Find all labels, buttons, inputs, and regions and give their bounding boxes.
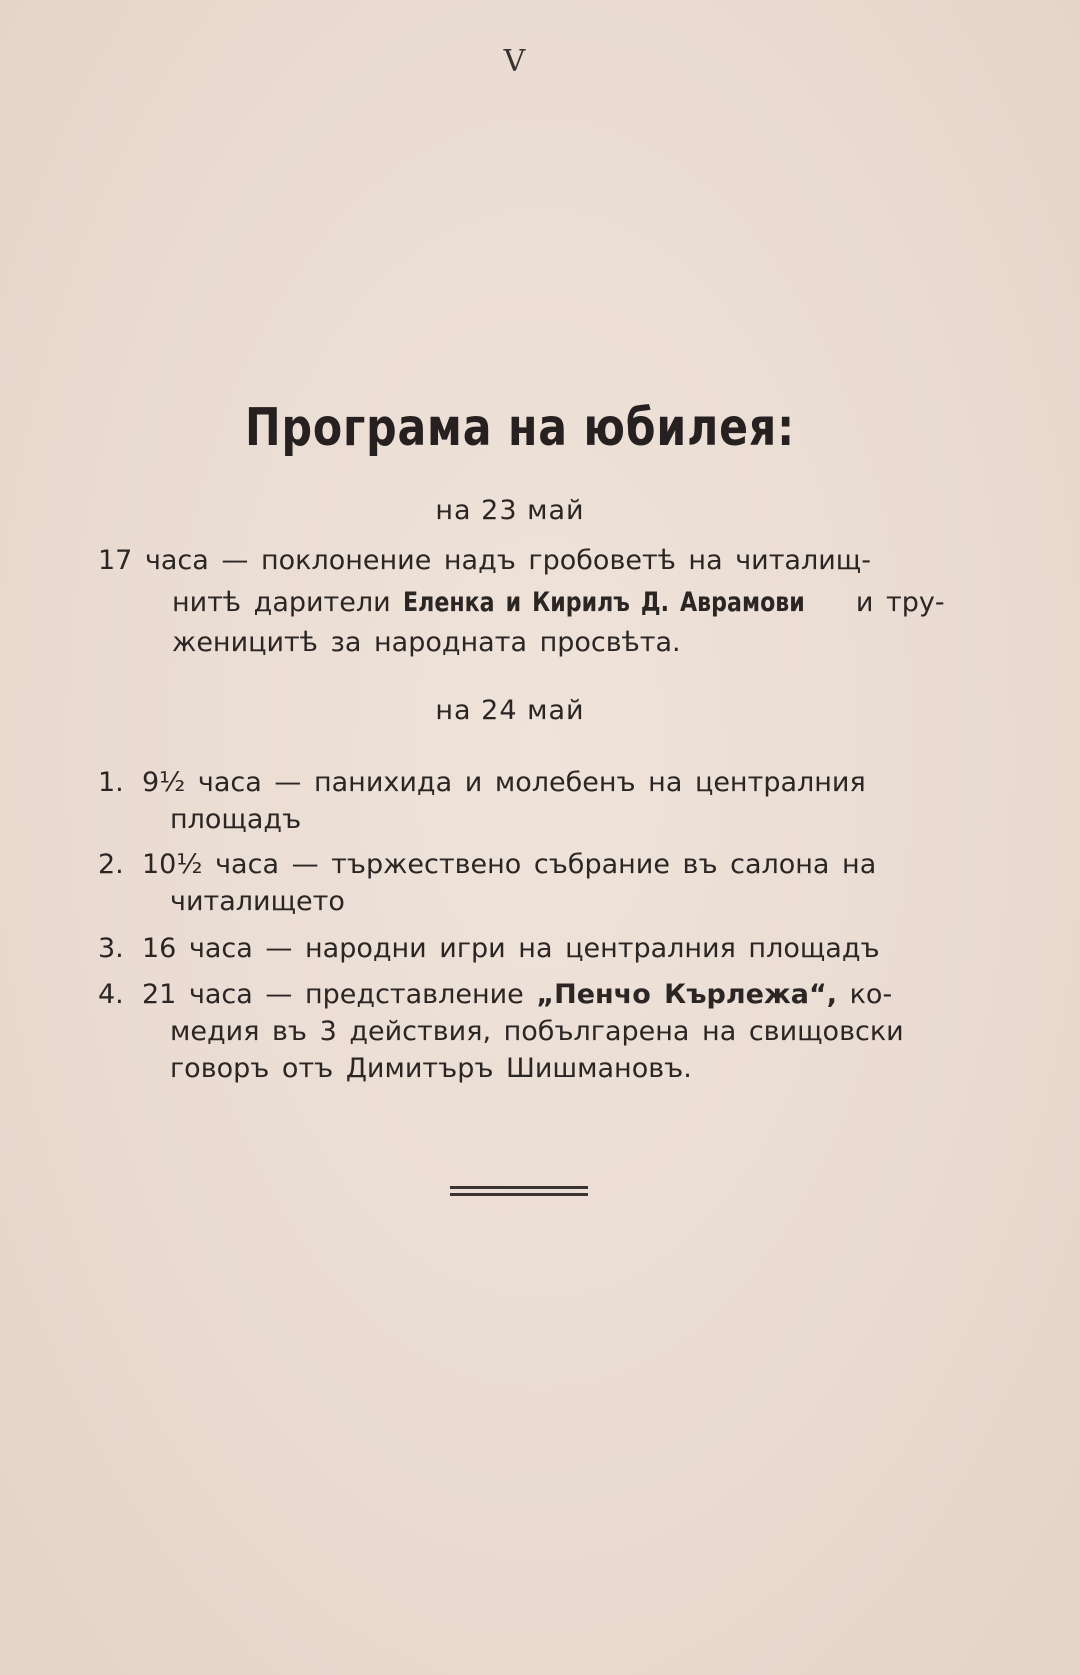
- item-line: 10½ часа — тържествено събрание въ салона на: [142, 849, 877, 880]
- item-number: 3.: [98, 933, 124, 964]
- list-item: [98, 930, 938, 967]
- page-number: V: [503, 44, 527, 79]
- program-title: Програма на юбилея:: [245, 398, 795, 458]
- item-line-cont: читалището: [170, 886, 345, 917]
- day2-heading: на 24 май: [435, 695, 585, 726]
- day1-line2: [172, 584, 945, 621]
- item-number: 2.: [98, 849, 124, 880]
- day1-line3: женицитѣ за народната просвѣта.: [172, 627, 681, 658]
- item-line-post: ко-: [837, 979, 893, 1010]
- list-item: [98, 764, 938, 838]
- item-line: 9½ часа — панихида и молебенъ на централния: [142, 767, 866, 798]
- ornamental-rule: [450, 1186, 588, 1196]
- item-line-pre: 21 часа — представление: [142, 979, 537, 1010]
- day1-line2-pre: нитѣ дарители: [172, 587, 404, 618]
- play-title: „Пенчо Кърлежа“,: [536, 979, 838, 1010]
- item-line: 16 часа — народни игри на централния площадъ: [142, 933, 880, 964]
- day1-heading: на 23 май: [435, 495, 585, 526]
- item-number: 4.: [98, 979, 124, 1010]
- day1-line2-post: и тру-: [843, 587, 945, 618]
- item-line-cont: площадъ: [170, 804, 302, 835]
- item-line-cont: медия въ 3 действия, побългарена на свищовски: [170, 1016, 904, 1047]
- item-number: 1.: [98, 767, 124, 798]
- item-line-cont: говоръ отъ Димитъръ Шишмановъ.: [170, 1053, 692, 1084]
- list-item: [98, 846, 938, 920]
- day1-line1: 17 часа — поклонение надъ гробоветѣ на читалищ-: [98, 545, 871, 576]
- list-item: [98, 976, 938, 1087]
- donor-names: Еленка и Кирилъ Д. Аврамови: [403, 587, 806, 618]
